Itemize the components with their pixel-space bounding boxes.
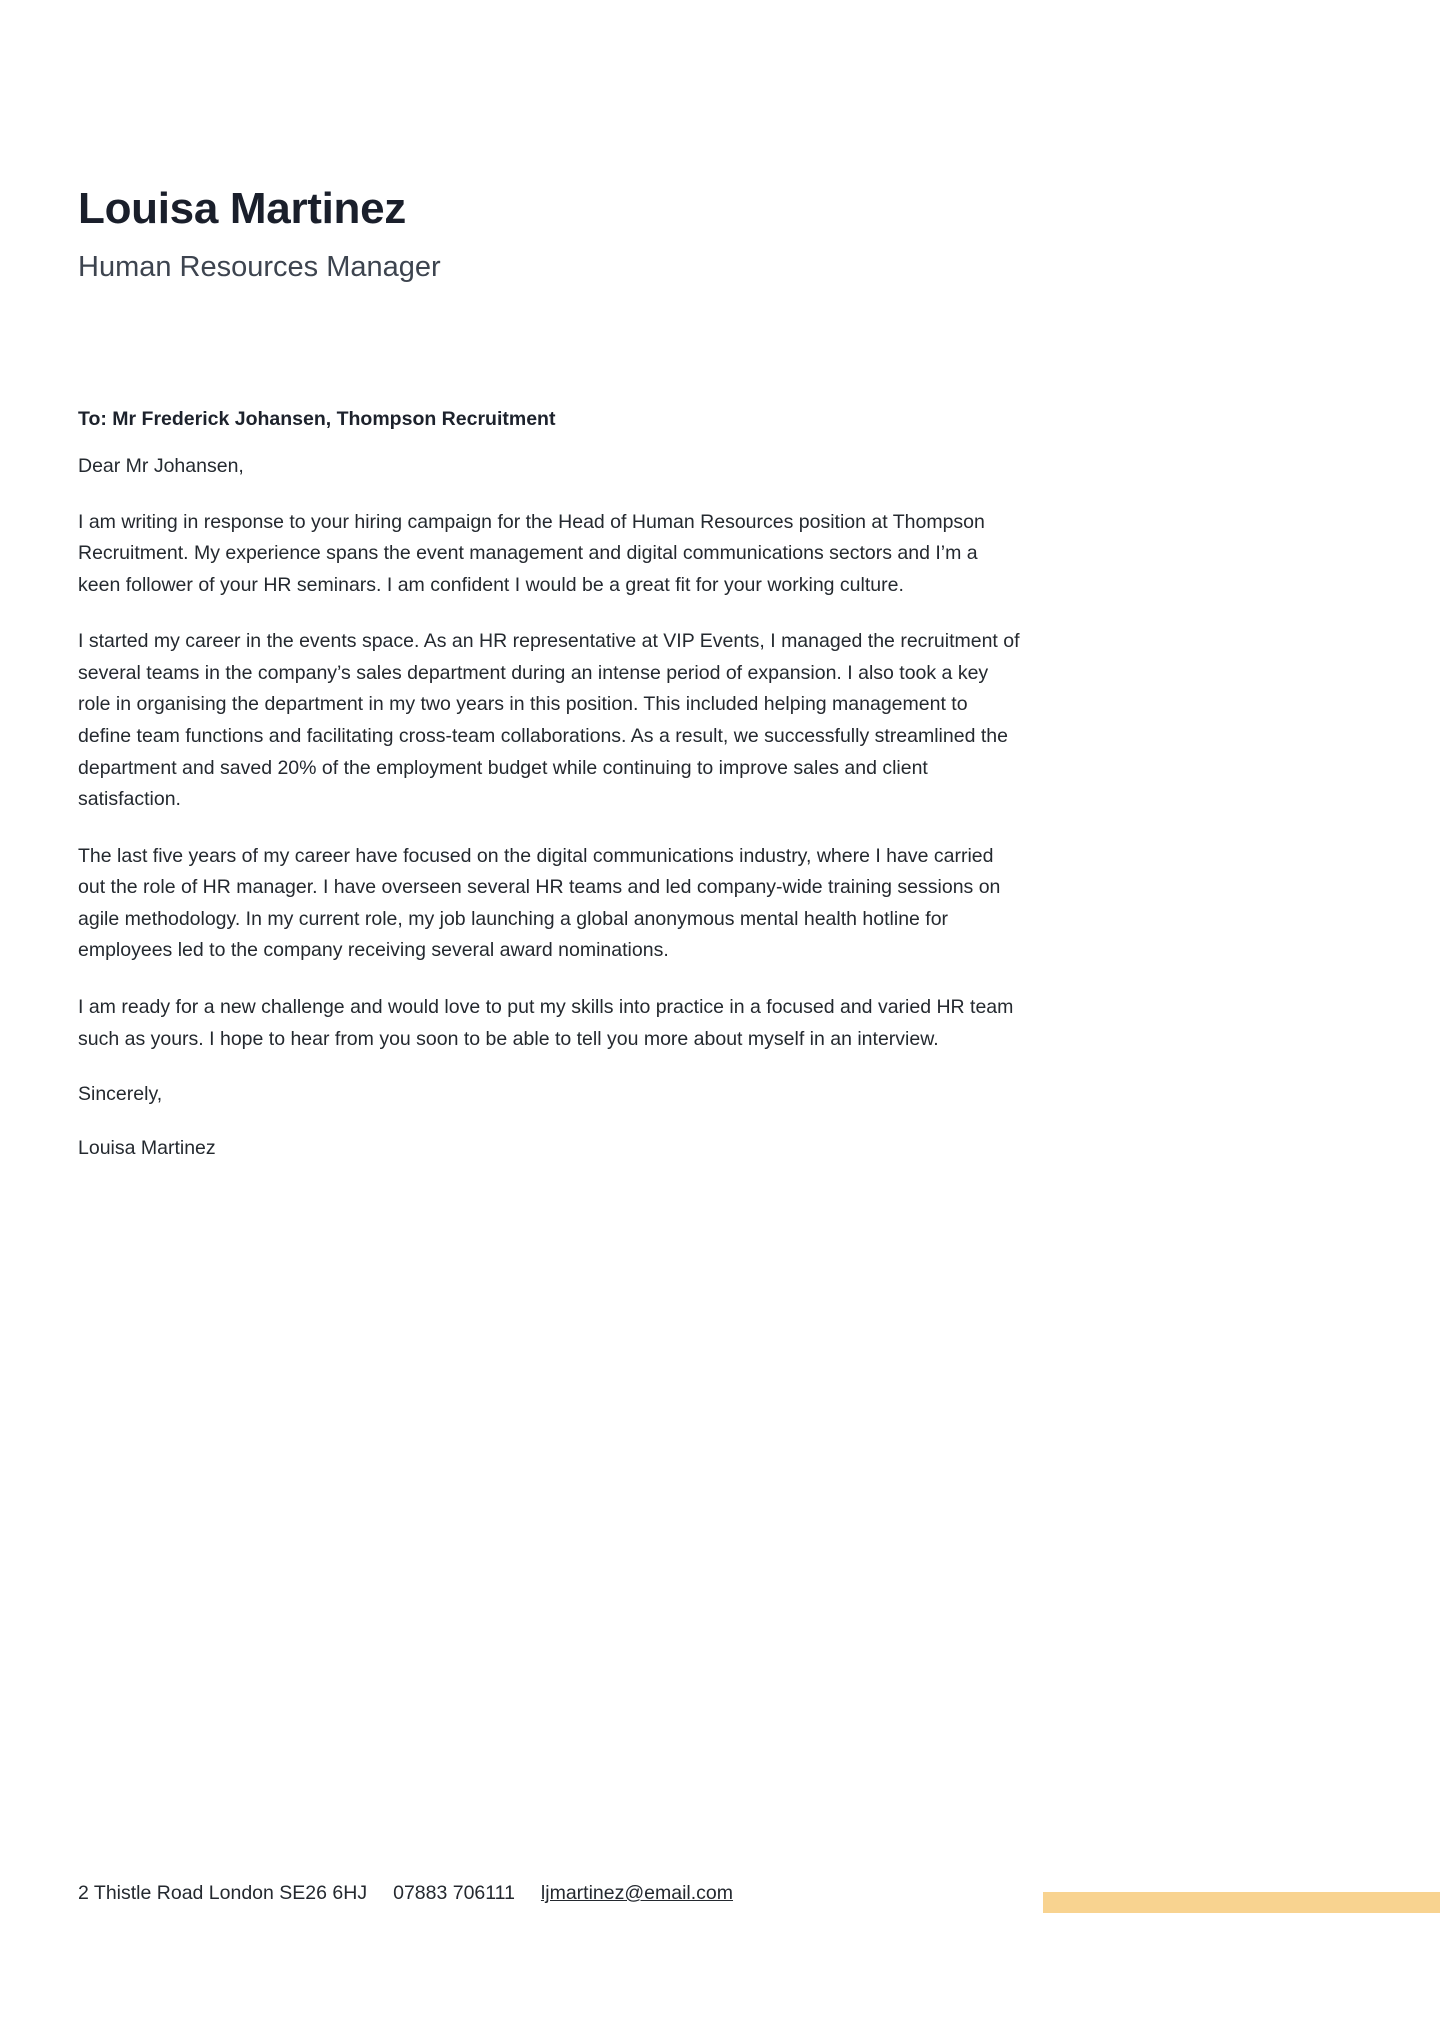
closing-line: Sincerely, [78,1083,163,1106]
contact-address: 2 Thistle Road London SE26 6HJ [78,1882,368,1904]
body-paragraph-2: I started my career in the events space. As an HR representative at VIP Events, I managed the recruitment of several teams in the company’s sales department during an intense period of expansion. I also took a key role in organising the department in my two years in this position. This included helping management to define team functions and facilitating cross-team collaborations. As a result, we successfully streamlined the department and saved 20% of the employment budget while continuing to improve sales and client satisfaction. [78,630,1020,811]
recipient-line: To: Mr Frederick Johansen, Thompson Recruitment [78,408,556,430]
contact-phone: 07883 706111 [393,1882,515,1904]
body-paragraph-4: I am ready for a new challenge and would love to put my skills into practice in a focused and varied HR team such as yours. I hope to hear from you soon to be able to tell you more about myself in an interview. [78,996,1014,1050]
contact-email-link[interactable]: ljmartinez@email.com [540,1882,734,1904]
document-footer [0,1880,1440,1940]
body-paragraph-3: The last five years of my career have focused on the digital communications industry, where I have carried out the role of HR manager. I have overseen several HR teams and led company-wide training sessions on agile methodology. In my current role, my job launching a global anonymous mental health hotline for employees led to the company receiving several award nominations. [78,844,1001,962]
signature-name: Louisa Martinez [78,1137,216,1160]
body-paragraph-1: I am writing in response to your hiring campaign for the Head of Human Resources position at Thompson Recruitment. My experience spans the event management and digital communications sectors and I’m a keen follower of your HR seminars. I am confident I would be a great fit for your working culture. [78,510,985,596]
salutation: Dear Mr Johansen, [78,455,244,478]
letter-body [78,405,1028,1163]
letterhead [78,185,1078,286]
page-title: Louisa Martinez [78,184,406,233]
accent-bar [1043,1892,1440,1913]
job-title: Human Resources Manager [78,251,441,284]
contact-details [78,1880,733,1907]
